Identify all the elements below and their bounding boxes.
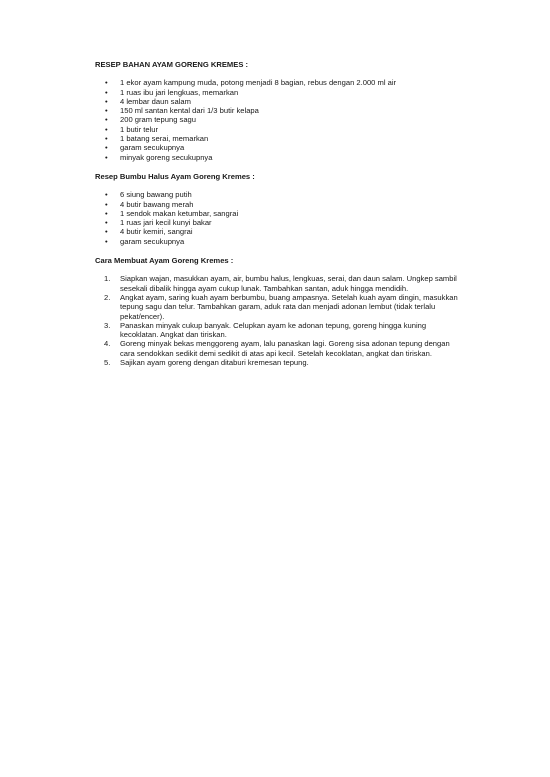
step-number: 1. [104,274,111,284]
list-item: • 1 sendok makan ketumbar, sangrai [105,208,239,218]
bullet-icon: • [105,236,108,246]
list-item: 5. Sajikan ayam goreng dengan ditaburi kremesan tepung. [104,358,309,368]
bullet-icon: • [105,106,108,116]
bullet-icon: • [105,190,108,200]
step-number: 5. [104,358,111,368]
list-item: • 6 siung bawang putih [105,190,192,200]
bullet-icon: • [105,143,108,153]
list-item: • 4 lembar daun salam [105,96,191,106]
step-number: 4. [104,339,111,349]
ingredients-heading: RESEP BAHAN AYAM GORENG KREMES : [95,60,249,69]
step-number: 3. [104,320,111,330]
list-item: • 1 butir telur [105,124,158,134]
bullet-icon: • [105,96,108,106]
bullet-icon: • [105,152,108,162]
list-item: • 1 ruas ibu jari lengkuas, memarkan [105,87,239,97]
list-item: 3. Panaskan minyak cukup banyak. Celupkan ayam ke adonan tepung, goreng hingga kuning kecoklatan. Angkat dan tiriskan. [104,320,427,340]
list-item: 4. Goreng minyak bekas menggoreng ayam, lalu panaskan lagi. Goreng sisa adonan tepung dengan cara sendokkan sedikit demi sedikit di atas api kecil. Setelah kecoklatan, angkat dan tiriskan. [104,339,450,358]
list-item: • 1 ekor ayam kampung muda, potong menjadi 8 bagian, rebus dengan 2.000 ml air [105,78,397,88]
list-item: • 200 gram tepung sagu [105,115,196,125]
list-item: • minyak goreng secukupnya [105,152,213,162]
document-content [95,60,465,367]
bullet-icon: • [105,115,108,125]
list-item: 1. Siapkan wajan, masukkan ayam, air, bumbu halus, lengkuas, serai, dan daun salam. Ungkep sambil sesekali dibalik hingga ayam cukup lunak. Tambahkan santan, aduk hingga mendidih. [104,274,457,293]
bullet-icon: • [105,78,108,88]
list-item: 2. Angkat ayam, saring kuah ayam berbumbu, buang ampasnya. Setelah kuah ayam dingin, masukkan tepung sagu dan telur. Tambahkan garam, aduk rata dan menjadi adonan lembut (tidak terlalu pekat/encer). [104,292,458,321]
list-item: • 4 butir bawang merah [105,199,194,209]
list-item: • garam secukupnya [105,143,185,153]
bullet-icon: • [105,208,108,218]
bullet-icon: • [105,87,108,97]
spice-paste-heading: Resep Bumbu Halus Ayam Goreng Kremes : [95,171,255,181]
spice-paste-list [95,190,465,246]
list-item: • 4 butir kemiri, sangrai [105,227,193,237]
bullet-icon: • [105,218,108,228]
bullet-icon: • [105,134,108,144]
list-item: • 150 ml santan kental dari 1/3 butir kelapa [105,106,259,116]
ingredients-list [95,78,465,162]
bullet-icon: • [105,199,108,209]
bullet-icon: • [105,227,108,237]
list-item: • 1 ruas jari kecil kunyi bakar [105,218,212,228]
list-item: • 1 batang serai, memarkan [105,134,209,144]
bullet-icon: • [105,124,108,134]
list-item: • garam secukupnya [105,236,185,246]
method-steps-list [95,274,465,367]
step-number: 2. [104,292,111,302]
method-heading: Cara Membuat Ayam Goreng Kremes : [95,256,234,266]
